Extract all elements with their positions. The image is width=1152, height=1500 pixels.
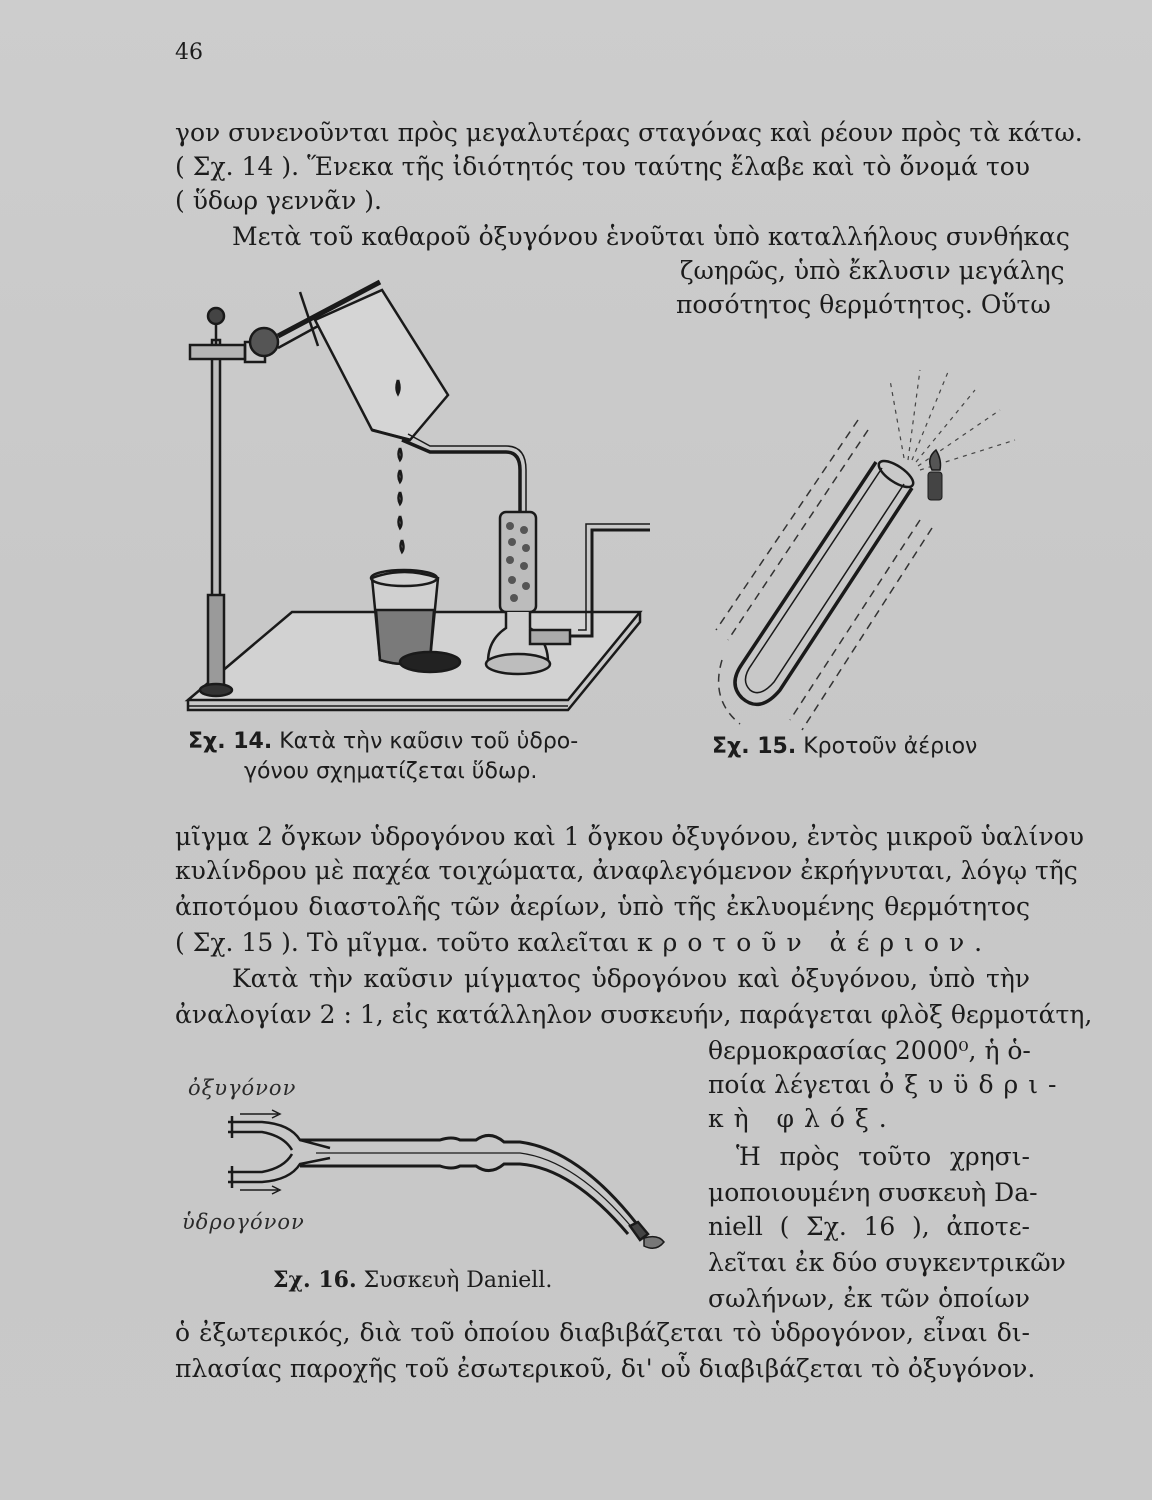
figure-16-caption-text: Συσκευὴ Daniell.	[363, 1268, 553, 1293]
figure-16-label-oxygen: ὀξυγόνον	[188, 1076, 297, 1100]
text-line: Ἡ πρὸς τοῦτο χρησι-	[736, 1142, 1030, 1171]
text-line: ( ὕδωρ γεννᾶν ).	[175, 186, 382, 215]
figure-16-label-hydrogen: ὑδρογόνον	[182, 1210, 305, 1234]
text-line: πλασίας παροχῆς τοῦ ἐσωτερικοῦ, δι' οὗ διαβιβάζεται τὸ ὀξυγόνον.	[175, 1354, 1036, 1383]
text-line: ὁ ἐξωτερικός, διὰ τοῦ ὁποίου διαβιβάζεται τὸ ὑδρογόνον, εἶναι δι-	[175, 1318, 1030, 1347]
text-line: ( Σχ. 14 ). Ἕνεκα τῆς ἰδιότητός του ταύτης ἔλαβε καὶ τὸ ὄνομά του	[175, 152, 1030, 181]
text-line: σωλήνων, ἐκ τῶν ὁποίων	[708, 1284, 1030, 1313]
figure-16-caption	[273, 1266, 552, 1295]
text-fragment: ( Σχ. 15 ). Τὸ μῖγμα. τοῦτο καλεῖται	[175, 928, 630, 957]
figure-16-caption-number: Σχ. 16.	[273, 1267, 357, 1293]
figure-14-caption-line2: γόνου σχηματίζεται ὕδωρ.	[244, 759, 538, 784]
text-line: ποσότητος θερμότητος. Οὕτω	[676, 290, 1051, 319]
figure-15-caption-number: Σχ. 15.	[712, 734, 797, 759]
figure-14-caption-line1: Κατὰ τὴν καῦσιν τοῦ ὑδρο-	[279, 729, 579, 754]
text-fragment: ποία λέγεται	[708, 1070, 872, 1099]
text-line: κυλίνδρου μὲ παχέα τοιχώματα, ἀναφλεγόμενον ἐκρήγνυται, λόγῳ τῆς	[175, 856, 1078, 885]
emphasized-term: κὴ φλόξ.	[708, 1104, 897, 1133]
text-line: ἀναλογίαν 2 : 1, εἰς κατάλληλον συσκευήν, παράγεται φλὸξ θερμοτάτη,	[175, 1000, 1093, 1029]
emphasized-term: κροτοῦν ἀέριον.	[637, 928, 993, 957]
text-line: μοποιουμένη συσκευὴ Da-	[708, 1178, 1038, 1207]
text-line: γον συνενοῦνται πρὸς μεγαλυτέρας σταγόνας καὶ ρέουν πρὸς τὰ κάτω.	[175, 118, 1083, 147]
text-line: niell ( Σχ. 16 ), ἀποτε-	[708, 1212, 1030, 1241]
text-line: Μετὰ τοῦ καθαροῦ ὀξυγόνου ἑνοῦται ὑπὸ καταλλήλους συνθήκας	[232, 222, 1070, 251]
text-line: μῖγμα 2 ὄγκων ὑδρογόνου καὶ 1 ὄγκου ὀξυγόνου, ἐντὸς μικροῦ ὑαλίνου	[175, 822, 1084, 851]
emphasized-term: ὀξυϋδρι-	[879, 1070, 1067, 1099]
figure-15-caption-text: Κροτοῦν ἀέριον	[803, 734, 978, 759]
text-line: ἀποτόμου διαστολῆς τῶν ἀερίων, ὑπὸ τῆς ἐκλυομένης θερμότητος	[175, 892, 1030, 921]
figure-14-caption-number: Σχ. 14.	[188, 729, 273, 754]
text-line: Κατὰ τὴν καῦσιν μίγματος ὑδρογόνου καὶ ὀξυγόνου, ὑπὸ τὴν	[232, 964, 1030, 993]
text-line: ζωηρῶς, ὑπὸ ἔκλυσιν μεγάλης	[680, 256, 1065, 285]
text-line: θερμοκρασίας 2000⁰, ἡ ὁ-	[708, 1036, 1031, 1065]
text-line: λεῖται ἐκ δύο συγκεντρικῶν	[708, 1248, 1066, 1277]
page-number: 46	[175, 40, 203, 65]
